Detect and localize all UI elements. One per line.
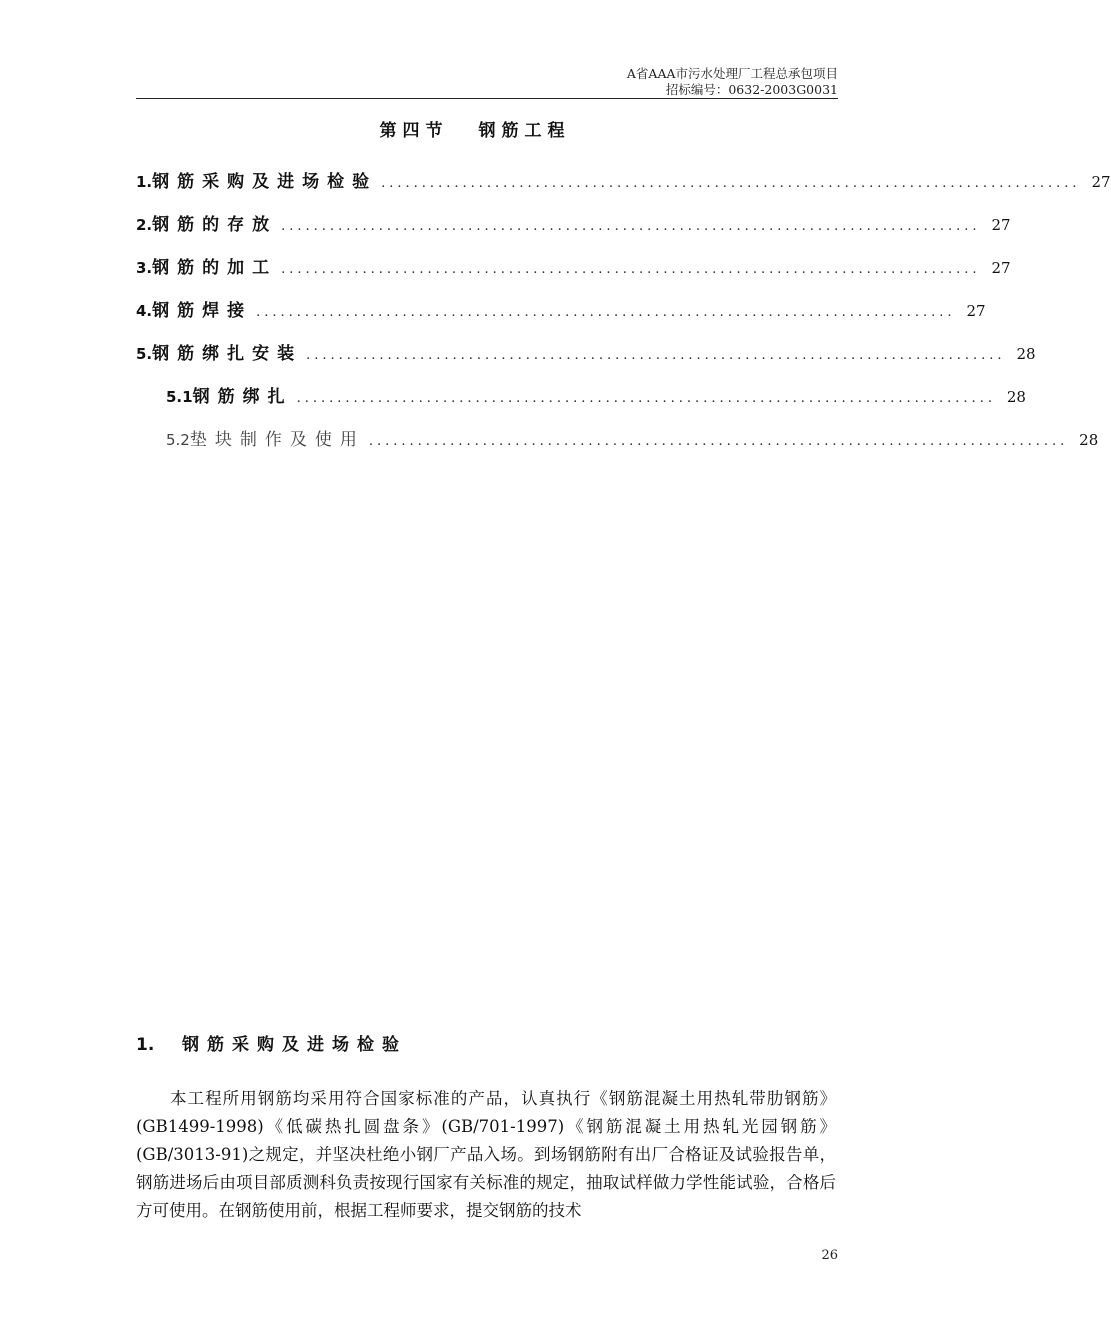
toc-entry-number: 4. <box>136 302 153 320</box>
header-bid-number: 招标编号：0632-2003G0031 <box>665 82 838 97</box>
toc-entry-number: 3. <box>136 259 153 277</box>
page-header <box>627 66 838 98</box>
toc-entry-label: 钢筋的加工 <box>152 258 278 278</box>
header-project-title: A省AAA市污水处理厂工程总承包项目 <box>626 66 838 81</box>
body-heading-text: 钢筋采购及进场检验 <box>182 1035 407 1055</box>
section-title-number: 第四节 <box>379 121 449 141</box>
toc-entry-label: 钢筋焊接 <box>152 301 253 321</box>
toc-leader-dots: ...................................................................................... <box>256 305 956 320</box>
toc-leader-dots: ...................................................................................... <box>306 348 1006 363</box>
toc-entry-page: 27 <box>991 216 1011 234</box>
toc-entry-number: 5. <box>136 345 153 363</box>
section-title <box>0 116 950 141</box>
toc-entry-page: 27 <box>991 259 1011 277</box>
page-number: 26 <box>821 1248 838 1263</box>
body-heading-number: 1. <box>136 1035 155 1055</box>
toc-entry-label: 垫块制作及使用 <box>189 430 365 450</box>
section-title-name: 钢筋工程 <box>478 121 571 141</box>
toc-entry-number: 1. <box>136 173 153 191</box>
toc-leader-dots: ...................................................................................... <box>281 262 981 277</box>
toc-entry[interactable] <box>136 166 1111 209</box>
toc-leader-dots: ...................................................................................... <box>281 219 981 234</box>
body-heading <box>136 1030 407 1055</box>
toc-entry-page: 27 <box>966 302 986 320</box>
toc-subentry[interactable] <box>136 381 1026 424</box>
toc-leader-dots: ...................................................................................... <box>381 176 1081 191</box>
toc-entry[interactable] <box>136 338 1036 381</box>
toc-leader-dots: ...................................................................................... <box>296 391 996 406</box>
toc-entry-label: 钢筋绑扎 <box>192 387 293 407</box>
toc-entry-page: 28 <box>1016 345 1036 363</box>
header-divider <box>136 98 838 99</box>
toc-entry-label: 钢筋绑扎安装 <box>152 344 303 364</box>
toc-entry-page: 27 <box>1091 173 1111 191</box>
toc-entry[interactable] <box>136 252 1011 295</box>
toc-entry-label: 钢筋的存放 <box>152 215 278 235</box>
toc-entry-number: 5.1 <box>166 388 193 406</box>
toc-entry[interactable] <box>136 295 986 338</box>
toc-entry[interactable] <box>136 209 1011 252</box>
toc-entry-number: 5.2 <box>166 431 190 449</box>
toc-entry-page: 28 <box>1079 431 1099 449</box>
toc-entry-number: 2. <box>136 216 153 234</box>
toc-entry-label: 钢筋采购及进场检验 <box>152 172 378 192</box>
table-of-contents <box>136 166 1111 467</box>
toc-leader-dots: ...................................................................................... <box>368 434 1069 449</box>
toc-subentry[interactable] <box>136 424 1099 467</box>
toc-entry-page: 28 <box>1006 388 1026 406</box>
body-paragraph: 本工程所用钢筋均采用符合国家标准的产品，认真执行《钢筋混凝土用热轧带肋钢筋》(GB1499-1998)《低碳热扎圆盘条》(GB/701-1997)《钢筋混凝土用热轧光园钢筋》(GB/3013-91)之规定，并坚决杜绝小钢厂产品入场。到场钢筋附有出厂合格证及试验报告单，钢筋进场后由项目部质测科负责按现行国家有关标准的规定，抽取试样做力学性能试验，合格后方可使用。在钢筋使用前，根据工程师要求，提交钢筋的技术 <box>136 1088 836 1220</box>
